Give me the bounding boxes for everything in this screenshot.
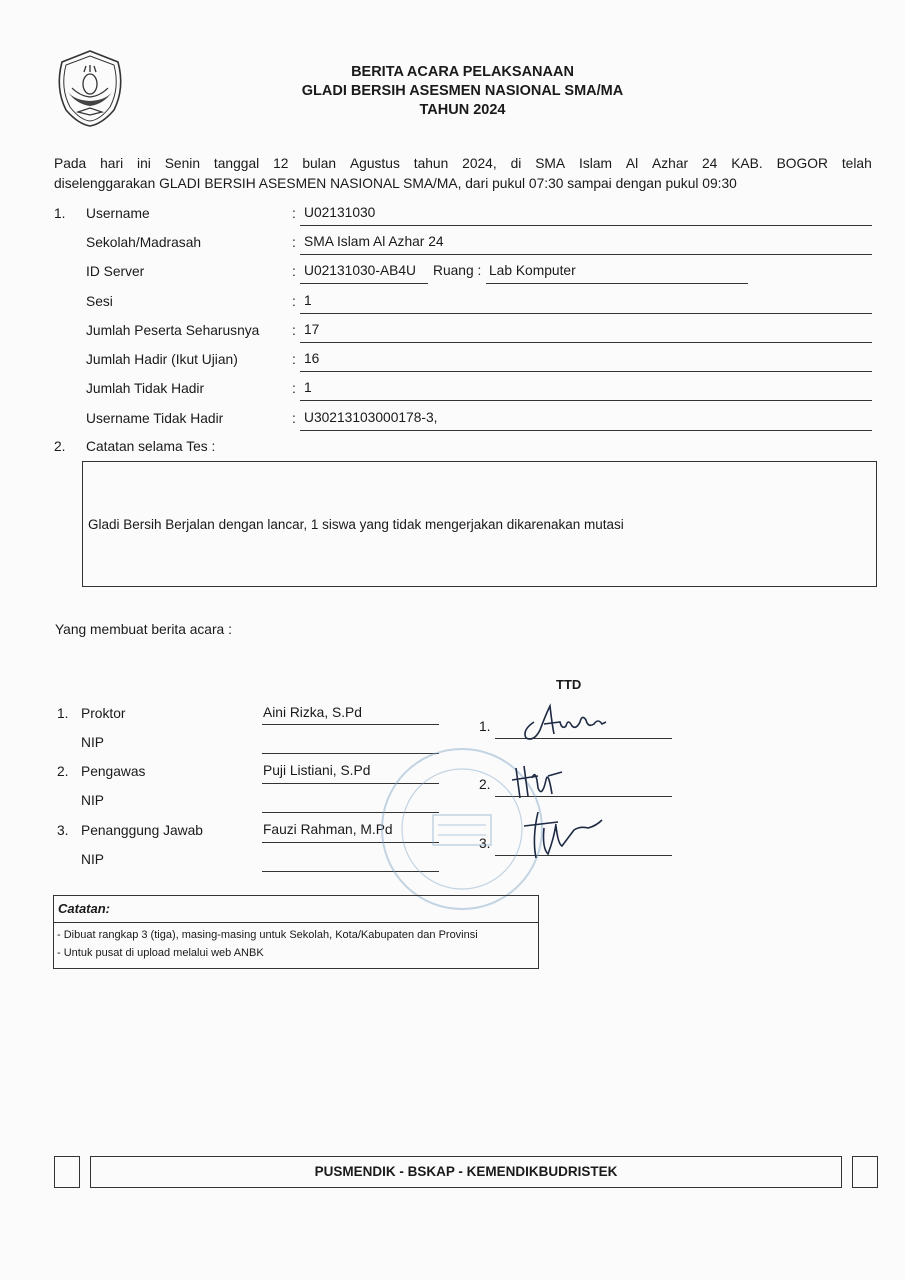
signature-3-scribble [518,808,608,869]
intro-line-1: Pada hari ini Senin tanggal 12 bulan Agustus tahun 2024, di SMA Islam Al Azhar 24 KAB. BOGOR telah [54,156,872,171]
field-value-ruang: Lab Komputer [489,263,576,278]
field-colon: : [292,206,296,221]
signer-3-nip-label: NIP [81,852,104,867]
section-2-label: Catatan selama Tes : [86,439,216,454]
title-line-1: BERITA ACARA PELAKSANAAN [351,64,574,80]
field-value-username: U02131030 [304,205,376,220]
signer-2-name: Puji Listiani, S.Pd [263,763,371,778]
signer-2-role: Pengawas [81,764,146,779]
field-value-absent-username: U30213103000178-3, [304,410,438,425]
field-colon: : [292,294,296,309]
field-underline [300,430,872,431]
signer-2-number: 2. [57,764,69,779]
notes-box [82,461,877,587]
intro-paragraph [54,154,872,194]
notes-text: Gladi Bersih Berjalan dengan lancar, 1 siswa yang tidak mengerjakan dikarenakan mutasi [88,517,624,532]
field-colon: : [292,352,296,367]
field-underline [300,313,872,314]
field-value-id-server: U02131030-AB4U [304,263,416,278]
footer-bar [90,1156,842,1188]
signature-1-number: 1. [479,719,491,734]
footer-left-square [54,1156,80,1188]
field-label-expected-participants: Jumlah Peserta Seharusnya [86,323,260,338]
catatan-line-1: - Dibuat rangkap 3 (tiga), masing-masing untuk Sekolah, Kota/Kabupaten dan Provinsi [57,929,478,941]
signer-1-name-line [262,724,439,725]
signer-1-name: Aini Rizka, S.Pd [263,705,362,720]
signer-1-role: Proktor [81,706,126,721]
footer-text: PUSMENDIK - BSKAP - KEMENDIKBUDRISTEK [314,1164,618,1179]
footer-right-square [852,1156,878,1188]
field-colon: : [292,235,296,250]
catatan-title: Catatan: [58,901,111,916]
field-underline [300,254,872,255]
signature-1-scribble [516,700,616,747]
catatan-line-2: - Untuk pusat di upload melalui web ANBK [57,947,264,959]
catatan-box [53,895,539,969]
signer-1-nip-label: NIP [81,735,104,750]
field-value-absent: 1 [304,380,312,395]
signature-3-number: 3. [479,836,491,851]
field-colon: : [292,323,296,338]
signer-3-role: Penanggung Jawab [81,823,203,838]
section-1-number: 1. [54,206,66,221]
signature-2-number: 2. [479,777,491,792]
field-underline [300,225,872,226]
field-colon: : [292,381,296,396]
field-label-sesi: Sesi [86,294,113,309]
signature-2-scribble [508,758,568,813]
signers-intro: Yang membuat berita acara : [55,622,232,637]
field-label-school: Sekolah/Madrasah [86,235,202,250]
field-value-sesi: 1 [304,293,312,308]
signer-3-name: Fauzi Rahman, M.Pd [263,822,393,837]
title-line-2: GLADI BERSIH ASESMEN NASIONAL SMA/MA [301,83,624,99]
intro-line-2: diselenggarakan GLADI BERSIH ASESMEN NASIONAL SMA/MA, dari pukul 07:30 sampai dengan pukul 09:30 [54,176,737,191]
signer-2-nip-label: NIP [81,793,104,808]
field-label-absent: Jumlah Tidak Hadir [86,381,205,396]
title-line-3: TAHUN 2024 [419,102,506,118]
field-label-present: Jumlah Hadir (Ikut Ujian) [86,352,238,367]
field-underline [300,400,872,401]
document-title [0,63,905,120]
section-2-number: 2. [54,439,66,454]
field-underline [300,371,872,372]
field-value-expected-participants: 17 [304,322,320,337]
field-value-school: SMA Islam Al Azhar 24 [304,234,444,249]
field-label-id-server: ID Server [86,264,145,279]
field-colon: : [292,264,296,279]
field-label-absent-username: Username Tidak Hadir [86,411,224,426]
field-underline [300,283,428,284]
field-colon: : [292,411,296,426]
field-label-username: Username [86,206,150,221]
field-underline [300,342,872,343]
signer-1-number: 1. [57,706,69,721]
field-underline [486,283,748,284]
catatan-divider [54,922,538,923]
field-value-present: 16 [304,351,320,366]
ttd-label: TTD [556,677,582,692]
field-label-ruang: Ruang : [433,263,482,278]
signer-3-number: 3. [57,823,69,838]
